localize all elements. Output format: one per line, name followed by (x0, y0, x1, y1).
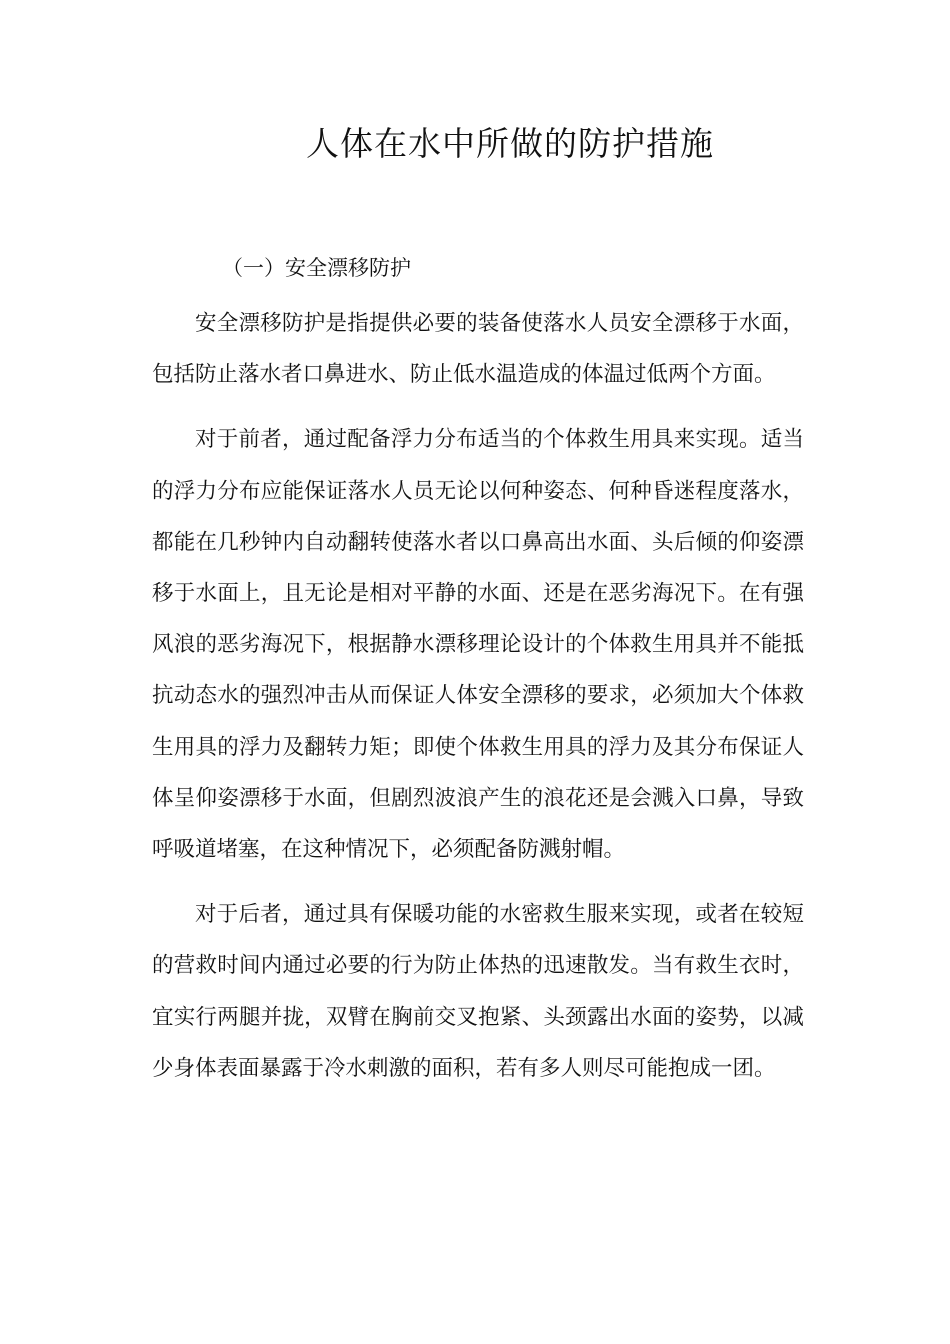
page-title: 人体在水中所做的防护措施 (306, 124, 714, 163)
paragraph: 安全漂移防护是指提供必要的装备使落水人员安全漂移于水面，包括防止落水者口鼻进水、防止低水温造成的体温过低两个方面。 (152, 311, 804, 388)
paragraph: 对于前者，通过配备浮力分布适当的个体救生用具来实现。适当的浮力分布应能保证落水人员无论以何种姿态、何种昏迷程度落水，都能在几秒钟内自动翻转使落水者以口鼻高出水面、头后倾的仰姿漂移于水面上，且无论是相对平静的水面、还是在恶劣海况下。在有强风浪的恶劣海况下，根据静水漂移理论设计的个体救生用具并不能抵抗动态水的强烈冲击从而保证人体安全漂移的要求，必须加大个体救生用具的浮力及翻转力矩；即使个体救生用具的浮力及其分布保证人体呈仰姿漂移于水面，但剧烈波浪产生的浪花还是会溅入口鼻，导致呼吸道堵塞，在这种情况下，必须配备防溅射帽。 (152, 427, 804, 863)
section-heading: （一）安全漂移防护 (222, 256, 411, 280)
paragraph: 对于后者，通过具有保暖功能的水密救生服来实现，或者在较短的营救时间内通过必要的行为防止体热的迅速散发。当有救生衣时，宜实行两腿并拢，双臂在胸前交叉抱紧、头颈露出水面的姿势，以减少身体表面暴露于冷水刺激的面积，若有多人则尽可能抱成一团。 (152, 902, 804, 1081)
document-body (152, 298, 804, 1108)
